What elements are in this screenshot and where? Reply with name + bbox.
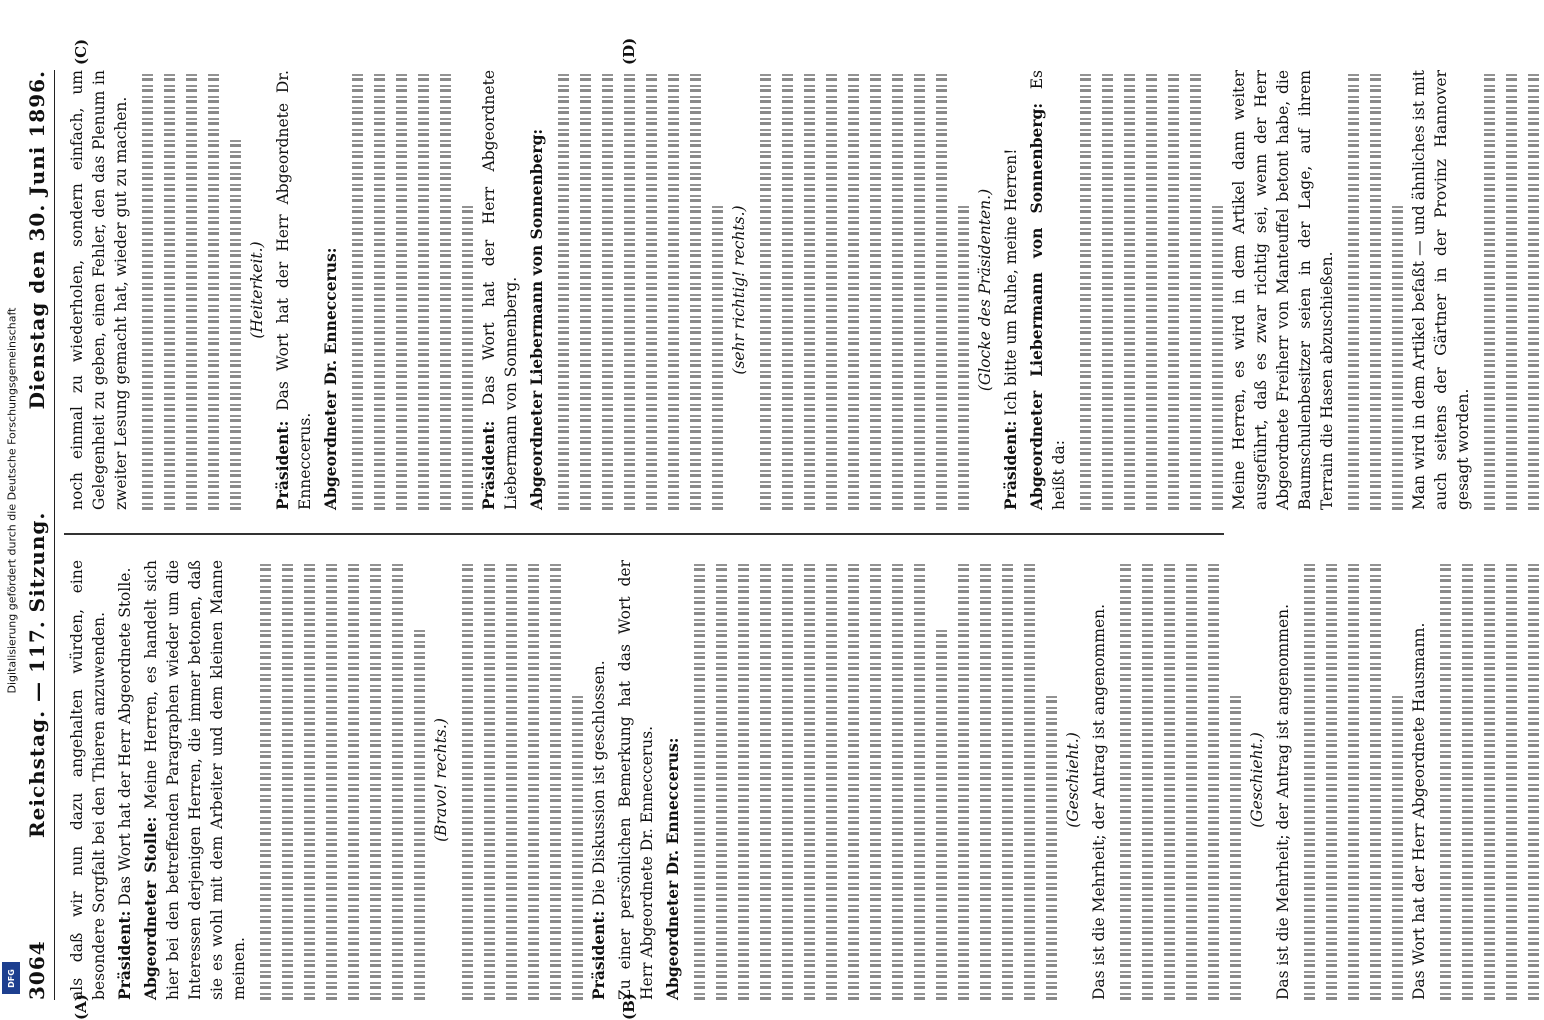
paragraph xyxy=(140,560,250,1000)
print-line xyxy=(1386,202,1408,510)
paragraph: Das ist die Mehrheit; der Antrag ist angenommen. xyxy=(1274,603,1292,1000)
print-line xyxy=(1364,560,1386,1000)
paragraph: Meine Herren, es wird in dem Artikel dann weiter ausgeführt, daß es zwar richtig sei, wenn der Herr Abgeordnete Freiherr von Manteuffel betont habe, die Baumschulenbesitzer seien in der Lage, auf ihrem Terrain die Hasen abzuschießen. xyxy=(1230,70,1336,510)
print-line xyxy=(1074,70,1096,510)
print-line xyxy=(1320,560,1342,1000)
print-line xyxy=(346,70,368,510)
column-divider xyxy=(64,534,1224,536)
paragraph: Das Wort hat der Herr Abgeordnete Hausmann. xyxy=(1410,622,1428,1000)
print-line xyxy=(544,560,566,1000)
speech-text: Das Wort hat der Herr Abgeordnete Dr. Enneccerus. xyxy=(274,70,314,510)
print-line xyxy=(618,70,640,510)
margin-marker-a: (A) xyxy=(72,994,90,1020)
print-line xyxy=(456,202,478,510)
print-line xyxy=(1140,70,1162,510)
speaker-name: Abgeordneter Stolle: xyxy=(141,816,160,1000)
print-line xyxy=(842,560,864,1000)
print-line xyxy=(320,560,342,1000)
print-line xyxy=(1522,560,1544,1000)
paragraph: Zu einer persönlichen Bemerkung hat das Wort der Herr Abgeordnete Dr. Enneccerus. xyxy=(616,560,656,1000)
speaker-name: Abgeordneter Dr. Enneccerus: xyxy=(663,737,682,1000)
margin-marker-c: (C) xyxy=(72,38,90,65)
speech-text: Ich bitte um Ruhe, meine Herren! xyxy=(1002,148,1020,416)
print-line xyxy=(408,626,430,1000)
print-line xyxy=(1040,692,1062,1000)
print-line xyxy=(412,70,434,510)
print-line xyxy=(886,70,908,510)
speech-text: Das Wort hat der Herr Abgeordnete Stolle. xyxy=(116,567,134,906)
print-line xyxy=(1206,202,1228,510)
print-line xyxy=(1162,70,1184,510)
speaker-name: Präsident: xyxy=(273,420,292,510)
print-line xyxy=(254,560,276,1000)
print-line xyxy=(1184,70,1206,510)
print-line xyxy=(798,70,820,510)
print-line xyxy=(996,560,1018,1000)
paragraph xyxy=(114,560,136,1000)
paragraph xyxy=(1026,70,1070,510)
print-line xyxy=(1456,560,1478,1000)
speaker-name: Präsident: xyxy=(115,910,134,1000)
print-line xyxy=(908,560,930,1000)
page-header xyxy=(20,70,55,1000)
print-line xyxy=(522,560,544,1000)
print-line xyxy=(386,560,408,1000)
paragraph: noch einmal zu wiederholen, sondern einfach, um Gelegenheit zu geben, einen Fehler, den das Plenum in zweiter Lesung gemacht hat, wieder gut zu machen. xyxy=(68,70,130,510)
speaker-name: Präsident: xyxy=(589,910,608,1000)
logo-text: DFG xyxy=(6,968,16,988)
print-line xyxy=(864,70,886,510)
page-number: 3064 xyxy=(25,940,49,1000)
print-line xyxy=(662,70,684,510)
print-line xyxy=(276,560,298,1000)
print-line xyxy=(1342,560,1364,1000)
paragraph: als daß wir nun dazu angehalten würden, eine besondere Sorgfalt bei den Thieren anzuwenden. xyxy=(68,560,108,1000)
paragraph xyxy=(478,70,522,510)
paragraph xyxy=(526,70,548,510)
print-line xyxy=(1158,560,1180,1000)
print-line xyxy=(158,70,180,510)
print-line xyxy=(180,70,202,510)
print-line xyxy=(952,202,974,510)
print-line xyxy=(596,70,618,510)
dfg-logo xyxy=(2,962,20,994)
margin-marker-b: (B) xyxy=(620,993,638,1020)
print-line xyxy=(1522,70,1544,510)
print-line xyxy=(864,560,886,1000)
interjection: (Heiterkeit.) xyxy=(248,241,266,339)
speech-text: Es heißt da: xyxy=(1028,70,1068,510)
speech-text: Meine Herren, es handelt sich hier bei den betreffenden Paragraphen wieder um die Interessen derjenigen Herren, die immer betonen, daß sie es wohl mit dem Arbeiter und dem kleinen Manne meinen. xyxy=(142,560,248,1000)
print-line xyxy=(434,70,456,510)
paragraph xyxy=(320,70,342,510)
session-title: Reichstag. — 117. Sitzung. xyxy=(25,511,49,838)
speaker-name: Abgeordneter Liebermann von Sonnenberg: xyxy=(527,128,546,510)
print-line xyxy=(842,70,864,510)
print-line xyxy=(202,70,224,510)
paragraph xyxy=(662,560,684,1000)
right-column xyxy=(66,70,1472,510)
print-line xyxy=(1298,560,1320,1000)
paragraph: Man wird in dem Artikel befaßt — und ähnliches ist mit auch seitens der Gärtner in der Provinz Hannover gesagt worden. xyxy=(1410,70,1472,510)
print-line xyxy=(1180,560,1202,1000)
print-line xyxy=(930,626,952,1000)
speech-text: Die Diskussion ist geschlossen. xyxy=(590,660,608,906)
print-line xyxy=(1364,70,1386,510)
interjection: (Glocke des Präsidenten.) xyxy=(976,188,994,392)
print-line xyxy=(952,560,974,1000)
print-line xyxy=(342,560,364,1000)
print-line xyxy=(776,560,798,1000)
digitization-credit xyxy=(4,0,20,1000)
print-line xyxy=(754,560,776,1000)
print-line xyxy=(574,70,596,510)
newspaper-sheet xyxy=(20,37,1472,1020)
paragraph: Das ist die Mehrheit; der Antrag ist angenommen. xyxy=(1090,603,1108,1000)
print-line xyxy=(136,70,158,510)
print-line xyxy=(706,202,728,510)
print-line xyxy=(908,70,930,510)
speaker-name: Präsident: xyxy=(479,420,498,510)
print-line xyxy=(640,70,662,510)
print-line xyxy=(1478,70,1500,510)
print-line xyxy=(224,136,246,510)
print-line xyxy=(684,70,706,510)
print-line xyxy=(1342,70,1364,510)
print-line xyxy=(776,70,798,510)
print-line xyxy=(1386,692,1408,1000)
print-line xyxy=(1478,560,1500,1000)
print-line xyxy=(390,70,412,510)
print-line xyxy=(1096,70,1118,510)
print-line xyxy=(732,560,754,1000)
print-line xyxy=(1114,560,1136,1000)
print-line xyxy=(456,560,478,1000)
interjection: (Geschieht.) xyxy=(1064,732,1082,828)
paragraph xyxy=(588,560,610,1000)
print-line xyxy=(886,560,908,1000)
paragraph xyxy=(1000,70,1022,510)
print-line xyxy=(500,560,522,1000)
print-line xyxy=(1118,70,1140,510)
speaker-name: Abgeordneter Dr. Enneccerus: xyxy=(321,247,340,510)
print-line xyxy=(1500,560,1522,1000)
print-line xyxy=(364,560,386,1000)
print-line xyxy=(1224,692,1246,1000)
print-line xyxy=(974,560,996,1000)
print-line xyxy=(566,692,588,1000)
print-line xyxy=(1434,560,1456,1000)
speaker-name: Abgeordneter Liebermann von Sonnenberg: xyxy=(1027,102,1046,510)
speaker-name: Präsident: xyxy=(1001,420,1020,510)
print-line xyxy=(1500,70,1522,510)
print-line xyxy=(368,70,390,510)
print-line xyxy=(298,560,320,1000)
margin-marker-d: (D) xyxy=(620,37,638,65)
print-line xyxy=(1018,560,1040,1000)
print-line xyxy=(1202,560,1224,1000)
interjection: (sehr richtig! rechts.) xyxy=(730,205,748,375)
print-line xyxy=(1136,560,1158,1000)
print-line xyxy=(798,560,820,1000)
print-line xyxy=(820,70,842,510)
print-line xyxy=(710,560,732,1000)
print-line xyxy=(688,560,710,1000)
print-line xyxy=(478,560,500,1000)
interjection: (Geschieht.) xyxy=(1248,732,1266,828)
credit-text: Digitalisierung gefördert durch die Deutsche Forschungsgemeinschaft xyxy=(5,307,19,693)
print-line xyxy=(754,70,776,510)
print-line xyxy=(930,70,952,510)
print-line xyxy=(820,560,842,1000)
print-line xyxy=(552,70,574,510)
interjection: (Bravo! rechts.) xyxy=(432,718,450,842)
paragraph xyxy=(272,70,316,510)
speech-text: Das Wort hat der Herr Abgeordnete Liebermann von Sonnenberg. xyxy=(480,70,520,510)
left-column xyxy=(66,560,1428,1000)
session-date: Dienstag den 30. Juni 1896. xyxy=(25,70,49,410)
